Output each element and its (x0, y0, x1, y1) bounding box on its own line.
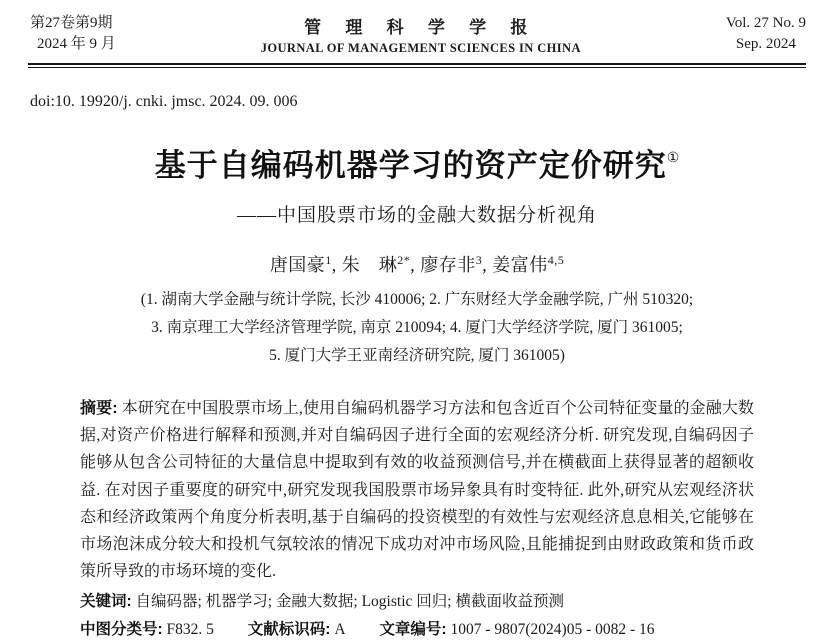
author-separator: , (331, 255, 342, 275)
author-affiliation-marker: 3 (475, 253, 483, 267)
journal-name-cn: 管 理 科 学 学 报 (304, 18, 538, 37)
keywords-line (80, 588, 754, 616)
issue-info-en (726, 13, 806, 55)
author-affiliation-marker: 4,5 (547, 253, 565, 267)
doc-code-group (248, 621, 346, 638)
author-name: 廖存非 (420, 255, 476, 275)
affiliation-line-3: 5. 厦门大学王亚南经济研究院, 厦门 361005) (269, 347, 565, 364)
keywords-text: 自编码器; 机器学习; 金融大数据; Logistic 回归; 横截面收益预测 (135, 593, 564, 611)
author (492, 255, 564, 275)
issue-info-cn (30, 13, 116, 55)
article-title-text: 基于自编码机器学习的资产定价研究 (154, 148, 667, 183)
article-id-value: 1007 - 9807(2024)05 - 0082 - 16 (450, 621, 655, 639)
author (270, 255, 342, 275)
article-id-group (379, 621, 654, 638)
issue-volume-cn: 第27卷第9期 (30, 15, 113, 31)
author-name: 唐国豪 (269, 255, 326, 275)
journal-title-block (116, 13, 726, 56)
clc-label: 中图分类号: (80, 621, 163, 639)
volume-en: Vol. 27 No. 9 (725, 15, 806, 31)
doc-code-value: A (334, 621, 346, 639)
affiliation-line-1: (1. 湖南大学金融与统计学院, 长沙 410006; 2. 广东财经大学金融学院, 广州 510320; (140, 291, 694, 308)
keywords-label: 关键词: (80, 593, 132, 611)
author-name: 姜富伟 (492, 255, 548, 275)
abstract-label: 摘要: (80, 400, 118, 417)
header-divider (28, 63, 806, 68)
title-footnote-marker: ① (666, 149, 680, 165)
article-subtitle: ——中国股票市场的金融大数据分析视角 (236, 205, 597, 226)
affiliation-line-2: 3. 南京理工大学经济管理学院, 南京 210094; 4. 厦门大学经济学院, 厦门 361005; (151, 319, 683, 336)
article-id-label: 文章编号: (379, 621, 447, 639)
classification-line (80, 616, 754, 644)
date-en: Sep. 2024 (735, 36, 796, 52)
abstract-paragraph (80, 395, 754, 585)
issue-date-cn: 2024 年 9 月 (37, 36, 116, 52)
clc-value: F832. 5 (166, 621, 214, 639)
author (342, 255, 421, 275)
author-separator: , (482, 255, 493, 275)
affiliations (0, 286, 834, 370)
author (420, 255, 492, 275)
author-name: 朱 琳 (341, 255, 398, 275)
journal-header (0, 0, 834, 56)
journal-name-en: JOURNAL OF MANAGEMENT SCIENCES IN CHINA (260, 41, 581, 55)
doi-line: doi:10. 19920/j. cnki. jmsc. 2024. 09. 006 (30, 93, 298, 110)
clc-group (80, 621, 214, 638)
abstract-text: 本研究在中国股票市场上,使用自编码机器学习方法和包含近百个公司特征变量的金融大数据,对资产价格进行解释和预测,并对自编码因子进行全面的宏观经济分析. 研究发现,自编码因子能够从包含公司特征的大量信息中提取到有效的收益预测信号,并在横截面上获得显著的超额收益. 在对因子重要度的研究中,研究发现我国股票市场异象具有时变特征. 此外,研究从宏观经济状态和经济政策两个角度分析表明,基于自编码的投资模型的有效性与宏观经济息息相关,它能够在市场泡沫成分较大和投机气氛较浓的情况下成功对冲市场风险,且能捕捉到由财政政策和货币政策所导致的市场环境的变化. (80, 400, 754, 581)
author-affiliation-marker: 2* (397, 253, 411, 267)
doc-code-label: 文献标识码: (247, 621, 331, 639)
authors-line (0, 251, 834, 277)
author-separator: , (410, 255, 421, 275)
article-title (0, 140, 834, 185)
author-affiliation-marker: 1 (325, 253, 332, 267)
